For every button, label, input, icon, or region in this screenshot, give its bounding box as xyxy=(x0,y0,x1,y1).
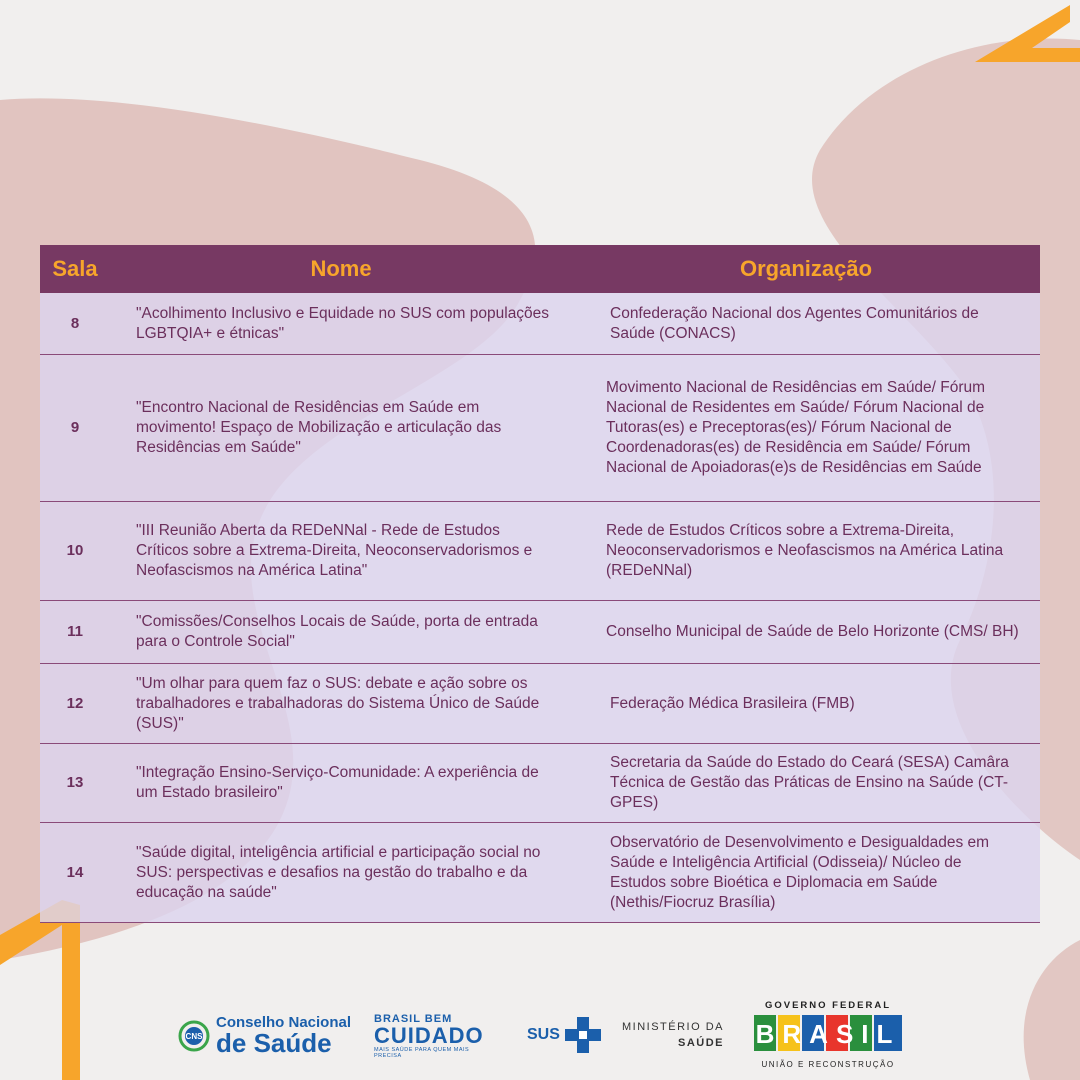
organization: Conselho Municipal de Saúde de Belo Horizonte (CMS/ BH) xyxy=(606,623,1019,640)
session-name: "Comissões/Conselhos Locais de Saúde, porta de entrada para o Controle Social" xyxy=(136,613,538,650)
cns-logo xyxy=(178,1015,351,1056)
table-header xyxy=(40,245,1040,293)
table-row xyxy=(40,664,1040,744)
sus-logo xyxy=(527,1015,603,1055)
bbc-line1: BRASIL BEM xyxy=(374,1013,453,1025)
table-row xyxy=(40,355,1040,502)
table-row xyxy=(40,601,1040,664)
sala-number: 12 xyxy=(66,694,84,712)
sus-text: SUS xyxy=(527,1026,560,1043)
header-organizacao: Organização xyxy=(739,256,873,281)
cns-badge-text: CNS xyxy=(185,1031,203,1041)
sus-cross-icon xyxy=(563,1015,603,1055)
gov-top: GOVERNO FEDERAL xyxy=(764,1000,892,1011)
sala-number: 10 xyxy=(66,542,84,559)
gov-bottom: UNIÃO E RECONSTRUÇÃO xyxy=(761,1060,895,1069)
sala-number: 11 xyxy=(67,623,83,640)
ministerio-line2: SAÚDE xyxy=(678,1037,725,1049)
organization: Movimento Nacional de Residências em Saúde/ Fórum Nacional de Residentes em Saúde/ Fórum Nacional de Tutoras(es) e Preceptoras(es)/ Fórum Nacional de Coordenadoras(es) de Residência em Saúde/ Fórum Nacional de Apoiadoras(e)s de Residências em Saúde xyxy=(606,379,986,476)
bbc-line3: MAIS SAÚDE PARA QUEM MAIS PRECISA xyxy=(374,1047,470,1059)
organization: Secretaria da Saúde do Estado do Ceará (SESA) Camâra Técnica de Gestão das Práticas de Ensino na Saúde (CT-GPES) xyxy=(610,754,1009,811)
session-name: "Encontro Nacional de Residências em Saúde em movimento! Espaço de Mobilização e articulação das Residências em Saúde" xyxy=(136,399,502,456)
sala-number: 8 xyxy=(70,314,80,332)
footer-logos xyxy=(0,995,1080,1080)
governo-federal-logo xyxy=(748,1000,908,1069)
session-name: "Acolhimento Inclusivo e Equidade no SUS com populações LGBTQIA+ e étnicas" xyxy=(136,304,550,342)
organization: Federação Médica Brasileira (FMB) xyxy=(610,694,855,712)
brasil-bem-cuidado-logo xyxy=(374,1013,494,1059)
header-sala: Sala xyxy=(52,256,98,281)
table-row xyxy=(40,744,1040,823)
gov-word: BRASIL xyxy=(755,1019,901,1049)
organization: Observatório de Desenvolvimento e Desigualdades em Saúde e Inteligência Artificial (Odisseia)/ Núcleo de Estudos sobre Bioética e Diplomacia em Saúde (Nethis/Fiocruz Brasília) xyxy=(610,833,990,911)
organization: Rede de Estudos Críticos sobre a Extrema-Direita, Neoconservadorismos e Neofascismos na América Latina (REDeNNal) xyxy=(606,522,1004,579)
session-name: "Saúde digital, inteligência artificial e participação social no SUS: perspectivas e desafios na gestão do trabalho e da educação na saúde" xyxy=(136,843,541,901)
sala-number: 9 xyxy=(70,419,80,436)
bbc-line2: CUIDADO xyxy=(374,1023,484,1048)
cns-line2: de Saúde xyxy=(216,1028,332,1058)
table-row xyxy=(40,502,1040,601)
session-name: "Um olhar para quem faz o SUS: debate e ação sobre os trabalhadores e trabalhadoras do Sistema Único de Saúde (SUS)" xyxy=(136,674,540,732)
ministerio-saude-logo xyxy=(622,1019,724,1051)
session-name: "III Reunião Aberta da REDeNNal - Rede de Estudos Críticos sobre a Extrema-Direita, Neoconservadorismos e Neofascismos na América Latina" xyxy=(136,522,533,579)
brasil-wordmark-icon xyxy=(750,1011,906,1055)
sala-number: 14 xyxy=(66,863,84,881)
table-row xyxy=(40,293,1040,355)
ministerio-line1: MINISTÉRIO DA xyxy=(622,1021,725,1033)
rooms-table xyxy=(40,245,1040,923)
sala-number: 13 xyxy=(66,774,84,791)
session-name: "Integração Ensino-Serviço-Comunidade: A experiência de um Estado brasileiro" xyxy=(136,764,539,801)
corner-triangle-top-right xyxy=(975,5,1080,62)
table-row xyxy=(40,823,1040,923)
header-nome: Nome xyxy=(310,256,372,281)
organization: Confederação Nacional dos Agentes Comunitários de Saúde (CONACS) xyxy=(610,304,979,342)
cns-line1: Conselho Nacional xyxy=(216,1014,352,1031)
cns-emblem-icon xyxy=(178,1020,210,1052)
